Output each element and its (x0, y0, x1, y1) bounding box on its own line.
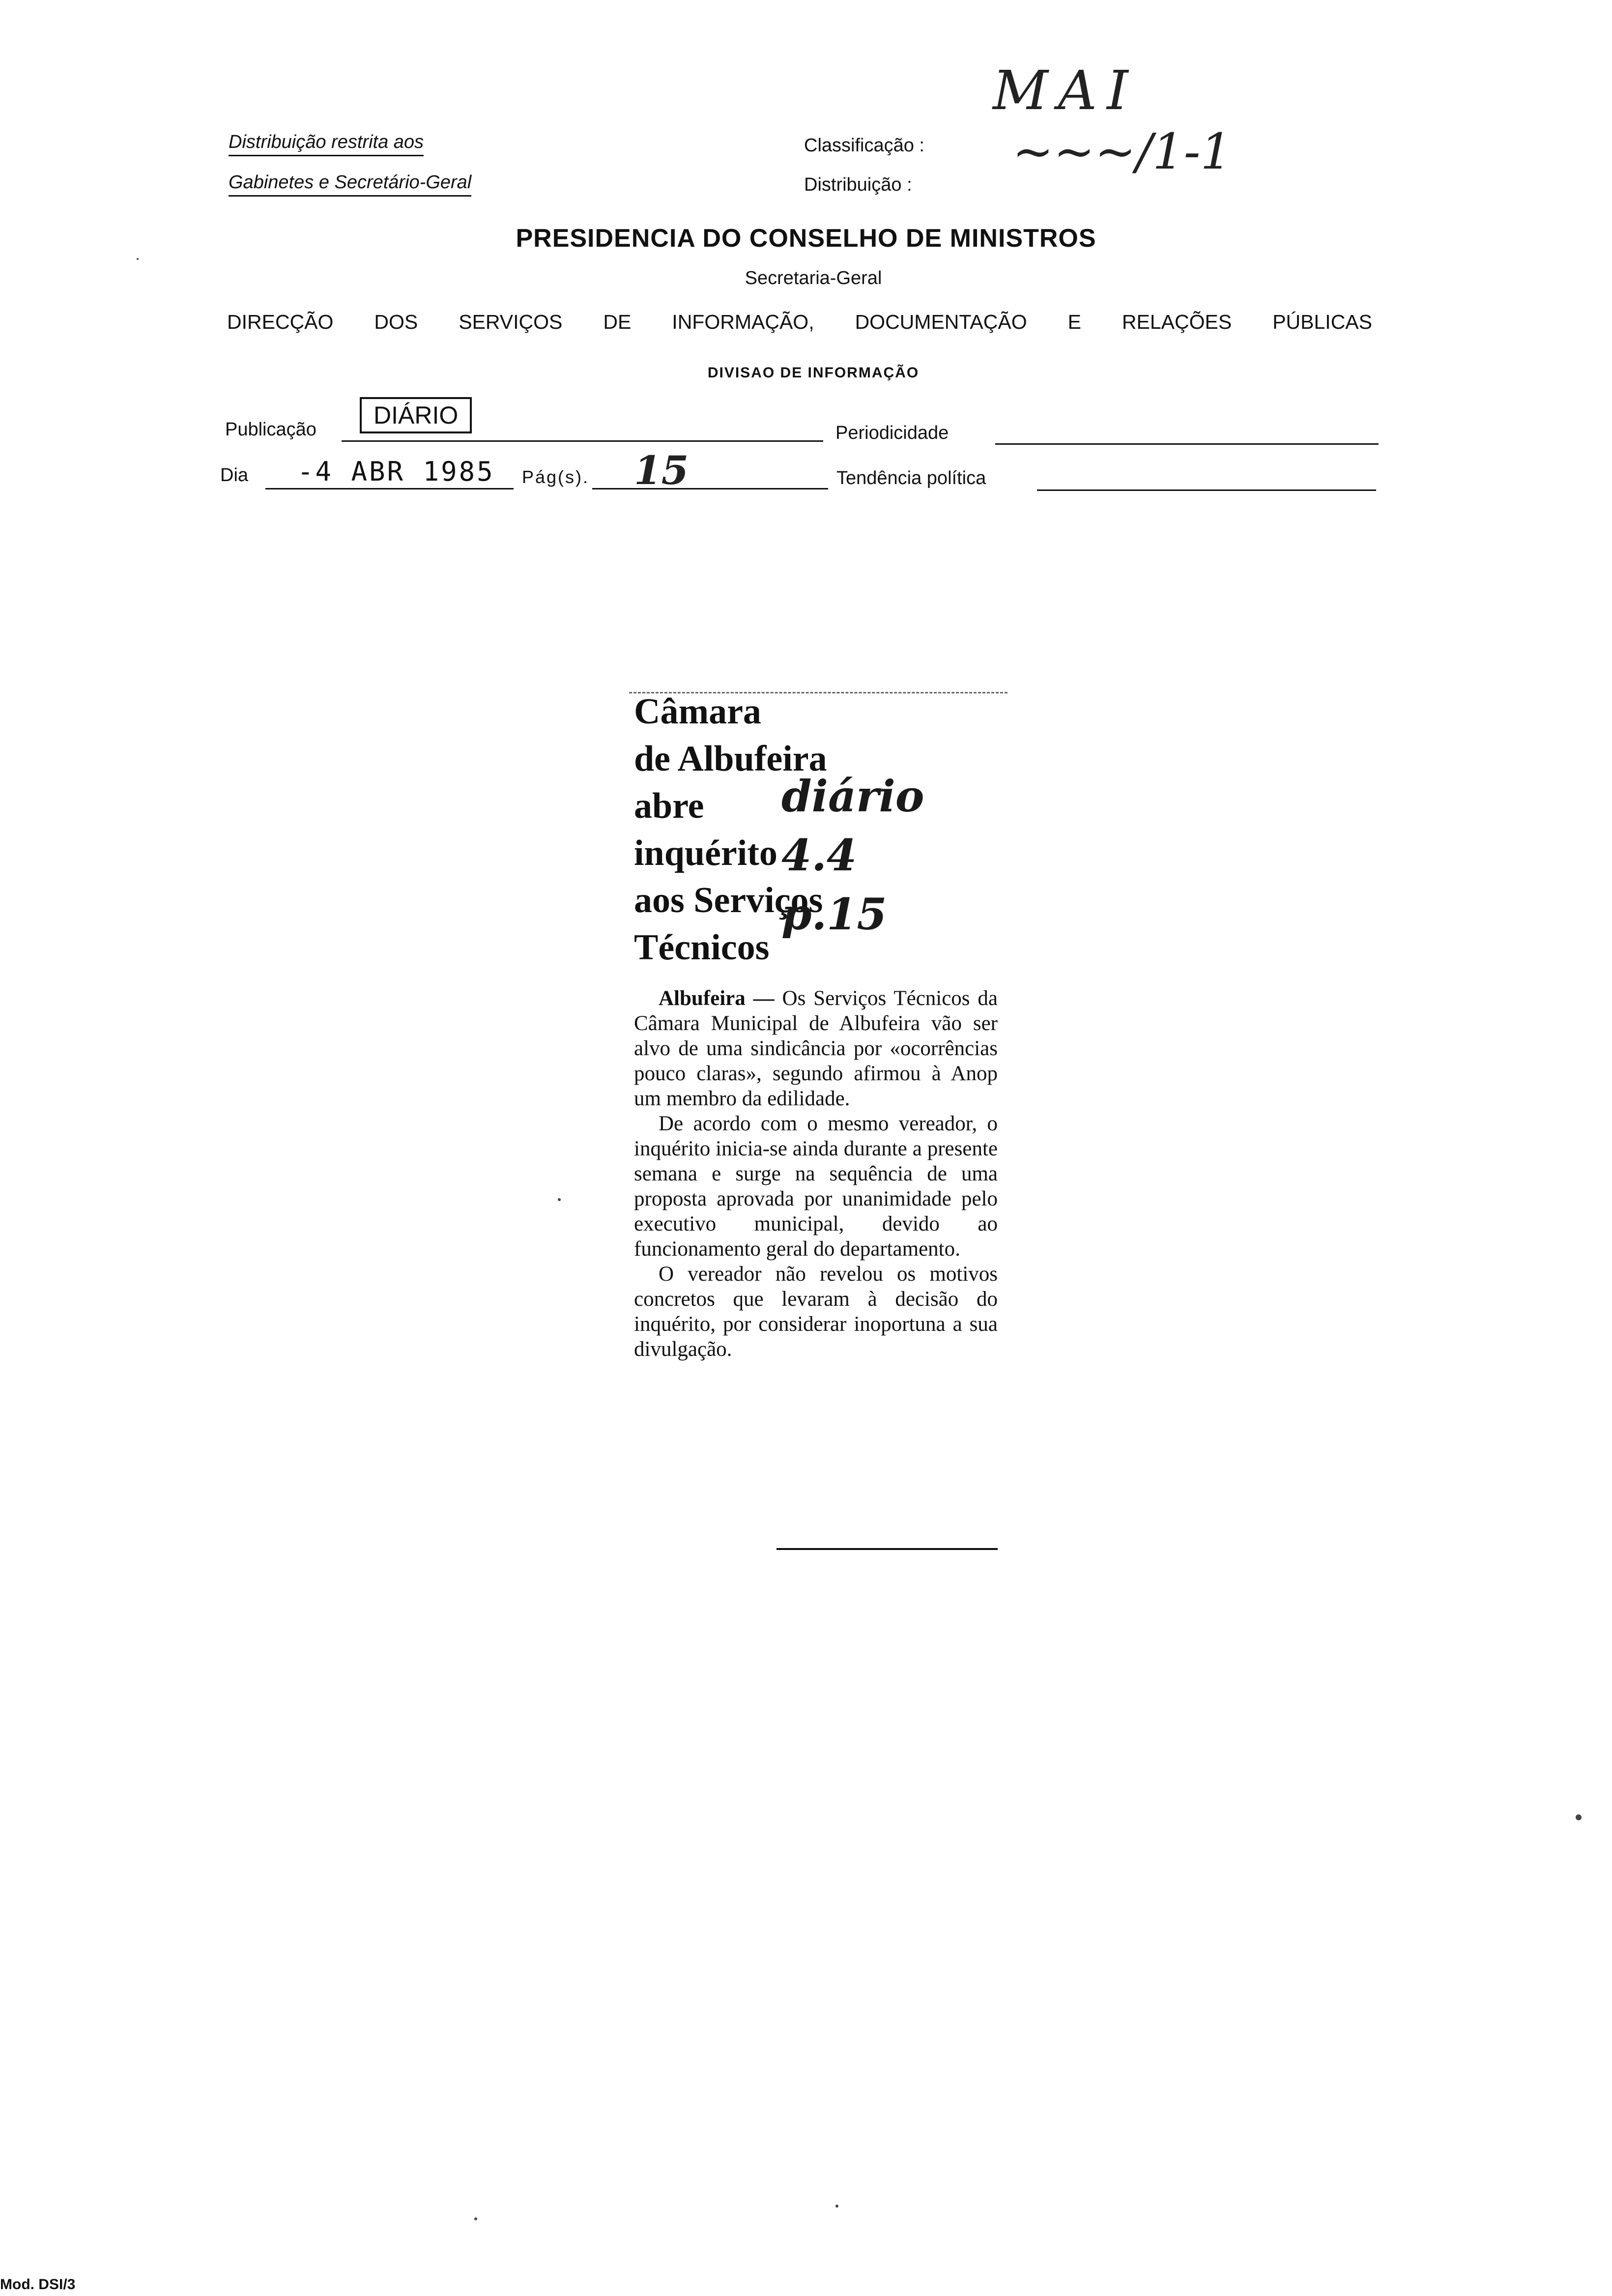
headline-line: aos Serviços (634, 880, 823, 920)
clipping-bottom-rule (777, 1548, 998, 1550)
tendencia-label: Tendência política (836, 468, 986, 488)
article-paragraph-2: De acordo com o mesmo vereador, o inquérito inicia-se ainda durante a presente semana e surge na sequência de uma proposta aprovada por unanimidade pelo executivo municipal, devido ao funcionamento geral do departamento. (634, 1112, 998, 1261)
handwritten-ref-bottom: ~~~/1-1 (1012, 123, 1232, 180)
handwritten-ref-top: MAI (993, 59, 1138, 122)
institution-title: PRESIDENCIA DO CONSELHO DE MINISTROS (516, 224, 1096, 253)
article-paragraph-1 (634, 986, 998, 1111)
tendencia-line (1037, 489, 1376, 491)
headline-line: de Albufeira (634, 739, 827, 779)
headline-line: Câmara (634, 691, 761, 732)
article-dateline: Albufeira — (659, 987, 775, 1010)
headline-line: abre (634, 786, 704, 826)
scan-speck (1576, 1814, 1582, 1820)
scan-speck (474, 2217, 477, 2220)
publicacao-line (342, 440, 823, 442)
scan-speck (558, 1198, 561, 1201)
distribuicao-label: Distribuição : (804, 174, 912, 195)
article-paragraph-3: O vereador não revelou os motivos concretos que levaram à decisão do inquérito, por considerar inoportuna a sua divulgação. (634, 1263, 998, 1361)
periodicidade-line (995, 443, 1379, 445)
scan-speck (137, 258, 139, 260)
form-code: Mod. DSI/3 (0, 2276, 76, 2293)
division-title: DIVISAO DE INFORMAÇÃO (707, 365, 920, 381)
date-stamp: -4 ABR 1985 (297, 456, 495, 487)
publicacao-label: Publicação (225, 419, 317, 440)
directorate-title: DIRECÇÃO DOS SERVIÇOS DE INFORMAÇÃO, DOCUMENTAÇÃO E RELAÇÕES PÚBLICAS (227, 311, 1372, 333)
distribution-restriction-line2: Gabinetes e Secretário-Geral (229, 172, 471, 197)
clipping-handwritten-annotation: diário 4.4 p.15 (781, 771, 924, 940)
institution-subtitle: Secretaria-Geral (745, 268, 882, 288)
pags-label: Pág(s). (522, 467, 590, 487)
headline-line: Técnicos (634, 927, 770, 968)
dia-line (265, 488, 514, 489)
paragraph-1-text: Os Serviços Técnicos da Câmara Municipal de Albufeira vão ser alvo de uma sindicância por «ocorrências pouco claras», segundo afirmou à Anop um membro da edilidade. (634, 987, 998, 1110)
dia-label: Dia (220, 465, 249, 486)
pags-value: 15 (634, 447, 689, 493)
periodicidade-label: Periodicidade (835, 423, 949, 443)
classificacao-label: Classificação : (804, 135, 924, 156)
distribution-restriction-line1: Distribuição restrita aos (229, 132, 424, 156)
publicacao-value-box: DIÁRIO (360, 397, 472, 433)
headline-line: inquérito (634, 833, 777, 873)
scan-speck (835, 2205, 838, 2208)
pags-line (592, 488, 828, 489)
